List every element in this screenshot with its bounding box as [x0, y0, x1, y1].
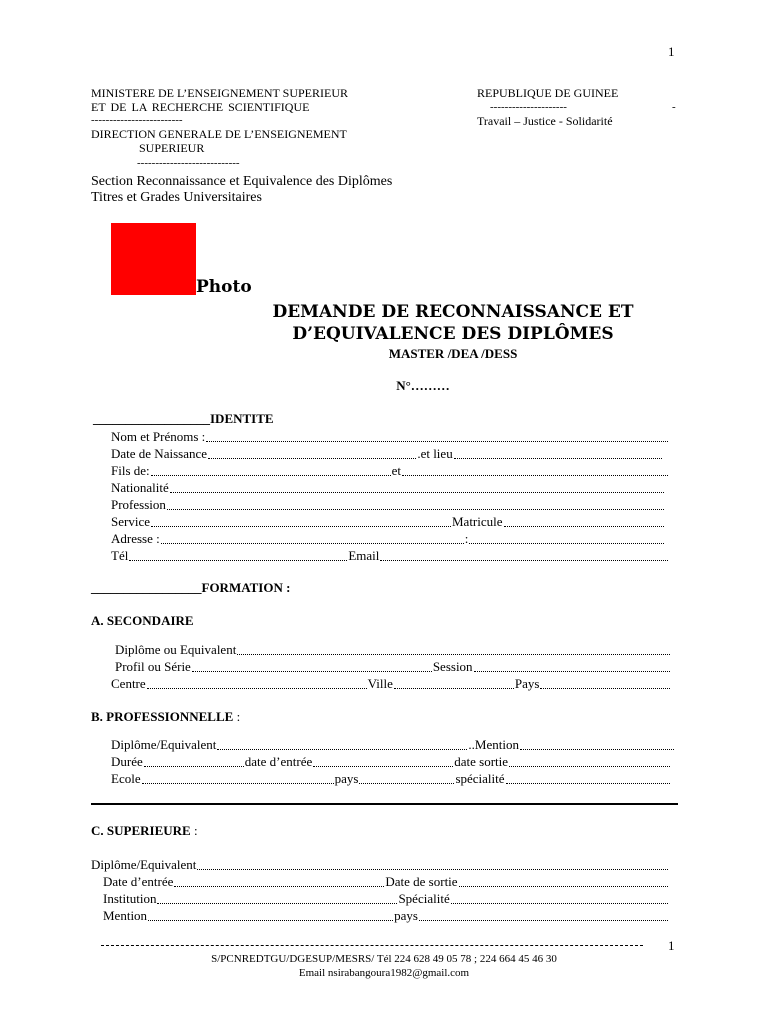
field-label: .et lieu — [417, 446, 453, 461]
field-label: Session — [432, 659, 473, 674]
field-label: Profession — [111, 497, 166, 512]
section-line-1: Section Reconnaissance et Equivalence des Diplômes — [91, 174, 393, 189]
page-number-top: 1 — [668, 44, 675, 59]
field-label: Nom et Prénoms : — [111, 429, 206, 444]
form-title-line-1: DEMANDE DE RECONNAISSANCE ET — [272, 302, 634, 322]
field-pro-diplome-mention[interactable] — [111, 737, 675, 753]
formation-heading: _________________FORMATION : — [91, 580, 291, 595]
field-sup-diplome[interactable] — [91, 857, 669, 873]
field-service-matricule[interactable] — [111, 514, 665, 530]
field-sup-dates[interactable] — [103, 874, 669, 890]
field-label: Nationalité — [111, 480, 169, 495]
field-nationalite[interactable] — [111, 480, 665, 496]
field-sec-centre-ville-pays[interactable] — [111, 676, 671, 692]
field-tel-email[interactable] — [111, 548, 669, 564]
page-number-footer: 1 — [668, 938, 675, 953]
field-label: et — [391, 463, 402, 478]
superieure-heading-suffix: : — [190, 823, 198, 838]
field-label: Profil ou Série — [115, 659, 191, 674]
field-label: Institution — [103, 891, 157, 906]
field-adresse[interactable] — [111, 531, 665, 547]
field-label: Ecole — [111, 771, 141, 786]
section-divider — [91, 803, 678, 805]
field-sec-diplome[interactable] — [115, 642, 671, 658]
field-label: pays — [394, 908, 418, 923]
field-label: spécialité — [455, 771, 505, 786]
field-nom-prenoms[interactable] — [111, 429, 669, 445]
field-label: : — [464, 531, 469, 546]
field-sec-profil-session[interactable] — [115, 659, 671, 675]
professionnelle-heading-text: B. PROFESSIONNELLE — [91, 709, 234, 724]
identite-heading: __________________IDENTITE — [93, 411, 274, 426]
field-label: date d’entrée — [244, 754, 313, 769]
form-number: N°……… — [396, 378, 450, 393]
field-date-lieu-naissance[interactable] — [111, 446, 663, 462]
field-label: Diplôme/Equivalent — [111, 737, 217, 752]
field-label: ..Mention — [468, 737, 519, 752]
field-label: Diplôme/Equivalent — [91, 857, 197, 872]
ministry-line-2: ET DE LA RECHERCHE SCIENTIFIQUE — [91, 100, 310, 114]
professionnelle-heading — [91, 709, 240, 725]
form-title-line-2: D’EQUIVALENCE DES DIPLÔMES — [292, 324, 614, 344]
superieure-heading — [91, 823, 198, 839]
field-label: Adresse : — [111, 531, 160, 546]
superieure-heading-text: C. SUPERIEURE — [91, 823, 191, 838]
field-label: Date de sortie — [385, 874, 458, 889]
form-subtitle: MASTER /DEA /DESS — [388, 346, 518, 361]
field-label: pays — [334, 771, 359, 786]
field-label: Date de Naissance — [111, 446, 208, 461]
direction-line-1: DIRECTION GENERALE DE L’ENSEIGNEMENT — [91, 127, 347, 141]
photo-label: Photo — [196, 277, 252, 297]
footer-contact-phone: S/PCNREDTGU/DGESUP/MESRS/ Tél 224 628 49 05 78 ; 224 664 45 46 30 — [211, 953, 557, 965]
field-label: Mention — [103, 908, 148, 923]
footer-contact-email: Email nsirabangoura1982@gmail.com — [298, 967, 470, 979]
field-label: Email — [348, 548, 380, 563]
field-label: Pays — [514, 676, 540, 691]
field-sup-mention-pays[interactable] — [103, 908, 669, 924]
field-label: Fils de: — [111, 463, 150, 478]
field-profession[interactable] — [111, 497, 665, 513]
professionnelle-heading-suffix: : — [233, 709, 241, 724]
field-label: Diplôme ou Equivalent — [115, 642, 237, 657]
country-separator: --------------------- — [490, 101, 567, 113]
field-fils-de[interactable] — [111, 463, 669, 479]
field-sup-institution-specialite[interactable] — [103, 891, 669, 907]
secondaire-heading: A. SECONDAIRE — [91, 613, 194, 628]
field-label: Durée — [111, 754, 143, 769]
field-label: date sortie — [454, 754, 509, 769]
direction-line-2: SUPERIEUR — [139, 141, 205, 155]
field-pro-duree-dates[interactable] — [111, 754, 671, 770]
footer-separator — [101, 945, 643, 946]
field-label: Tél — [111, 548, 129, 563]
country-name: REPUBLIQUE DE GUINEE — [477, 86, 619, 100]
section-line-2: Titres et Grades Universitaires — [91, 190, 262, 205]
field-pro-ecole-pays-specialite[interactable] — [111, 771, 671, 787]
field-label: Service — [111, 514, 150, 529]
field-label: Matricule — [451, 514, 503, 529]
field-label: Ville — [367, 676, 393, 691]
ministry-line-1: MINISTERE DE L’ENSEIGNEMENT SUPERIEUR — [91, 86, 348, 100]
header-separator-2: ---------------------------- — [137, 157, 240, 169]
field-label: Date d’entrée — [103, 874, 174, 889]
country-separator-dash: - — [672, 101, 676, 113]
field-label: Spécialité — [398, 891, 450, 906]
field-label: Centre — [111, 676, 146, 691]
country-motto: Travail – Justice - Solidarité — [477, 114, 613, 128]
photo-placeholder — [111, 223, 196, 295]
header-separator-1: ------------------------- — [91, 114, 183, 126]
